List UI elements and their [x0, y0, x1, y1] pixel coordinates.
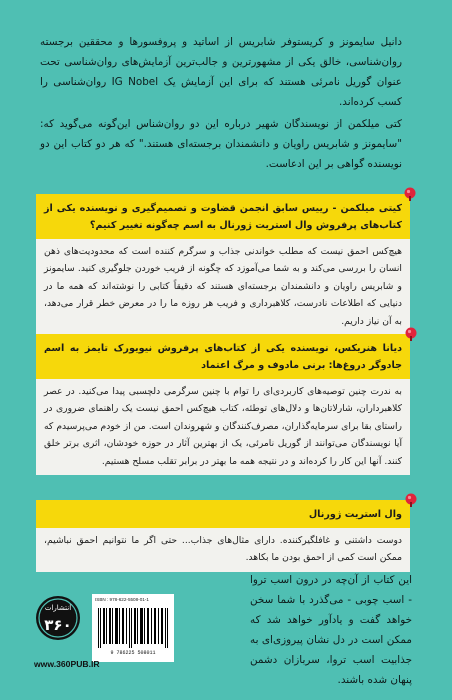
- pushpin-icon: [403, 492, 419, 508]
- review-box-wsj: [36, 500, 410, 572]
- review-body-henriques: به ندرت چنین توصیه‌های کاربردی‌ای را توام با چنین سرگرمی دلچسبی پیدا می‌کنید. در عصر کلاهبرداران، شارلاتان‌ها و دلال‌های توطئه، کتاب هیچ‌کس احمق نیست یک راهنمای ضروری در راستای بقا برای سرمایه‌گذاران، مصرف‌کنندگان و شهروندان است. من از خودم می‌پرسیدم که آیا نویسندگان می‌توانند از گوریل نامرئی، یک از بهترین آثار در حوزه خودشان، اثری برتر خلق کنند. آنها این کار را کرده‌اند و در نتیجه همه ما بهتر در برابر تقلب مسلح هستیم.: [44, 386, 402, 467]
- review-box-milkman: [36, 194, 410, 335]
- publisher-number: ۳۶۰: [44, 616, 72, 634]
- pushpin-icon: [402, 186, 418, 202]
- review-heading-henriques: دیانا هنریکس، نویسنده یکی از کتاب‌های پرفروش نیویورک تایمز به اسم جادوگر دروغ‌ها: برنی مادوف و مرگ اعتماد: [36, 334, 410, 379]
- intro-text: [40, 32, 402, 176]
- publisher-logo: [33, 588, 83, 648]
- review-body-wsj: دوست داشتنی و غافلگیرکننده. دارای مثال‌های جذاب... حتی اگر ما نتوانیم احمق نباشیم، ممکن است کمی از احمق بودن ما بکاهد.: [44, 535, 402, 564]
- intro-paragraph-1: دانیل سایمونز و کریستوفر شابریس از اساتید و پروفسورها و محققین برجسته روان‌شناسی، خالق یکی از مشهورترین و جالب‌ترین آزمایش‌های روان‌شناسی تحت عنوان گوریل نامرئی هستند که برای این آزمایش یک IG Nobel روان‌شناسی را کسب کرده‌اند.: [40, 36, 402, 108]
- closing-paragraph: این کتاب از آن‌چه در درون اسب تروا - اسب چوبی - می‌گذرد با شما سخن خواهد گفت و یادآور خواهد شد که ممکن است در دل نشان پیروزی‌ای به جذابیت اسب تروا، سربازان دشمن پنهان شده باشند.: [250, 574, 412, 686]
- review-heading-milkman: کیتی میلکمن - رییس سابق انجمن قضاوت و تصمیم‌گیری و نویسنده یکی از کتاب‌های پرفروش وال استریت ژورنال به اسم چه‌گونه تغییر کنیم؟: [36, 194, 410, 239]
- intro-paragraph-2: کتی میلکمن از نویسندگان شهیر درباره این دو روان‌شناس این‌گونه می‌گوید که: "سایمونز و شابریس راویان و دانشمندان برجسته‌ای هستند." که هر دو کتاب این دو نویسنده گواهی بر این ادعاست.: [40, 118, 402, 170]
- review-body-milkman: هیچ‌کس احمق نیست که مطلب خواندنی جذاب و سرگرم کننده است که محدودیت‌های ذهن انسان را بررسی می‌کند و به شما می‌آموزد که چگونه از فریب خوردن جلوگیری کنید. سایمونز و شابریس راویان و دانشمندان برجسته‌ای هستند که دقیقاً کتابی را نوشته‌اند که همه ما در دنیایی که اطلاعات نادرست، کلاهبرداری و فریب هر روزه ما را در معرض خطر قرار می‌دهد، به آن نیاز داریم.: [44, 246, 402, 327]
- pushpin-icon: [403, 326, 419, 342]
- review-box-henriques: [36, 334, 410, 475]
- publisher-name: انتشارات: [44, 604, 72, 612]
- barcode-bars: [96, 608, 170, 648]
- isbn-text: ISBN : 978-622-5508-01-1: [95, 597, 149, 602]
- review-heading-wsj: وال استریت ژورنال: [36, 500, 410, 528]
- publisher-website[interactable]: www.360PUB.IR: [34, 659, 100, 669]
- barcode: [92, 594, 174, 662]
- barcode-number: 9 786225 508011: [110, 650, 156, 656]
